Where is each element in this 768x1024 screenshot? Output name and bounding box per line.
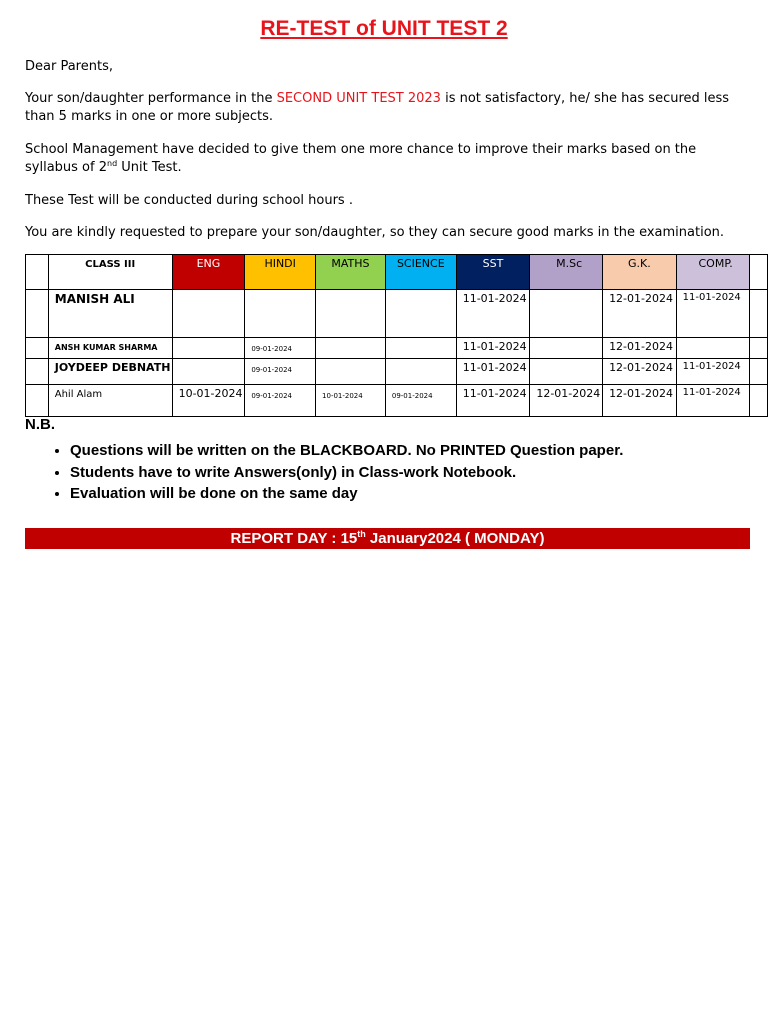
header-gk: G.K. [603,255,677,290]
science-date: 09-01-2024 [385,385,456,417]
student-name: ANSH KUMAR SHARMA [48,338,172,359]
hindi-date [245,290,316,338]
header-hindi: HINDI [245,255,316,290]
paragraph-request: You are kindly requested to prepare your son/daughter, so they can secure good marks in the examination. [25,225,725,240]
sst-date: 11-01-2024 [456,290,530,338]
hindi-date: 09-01-2024 [245,359,316,385]
paragraph-schedule: These Test will be conducted during school hours . [25,193,353,208]
header-maths: MATHS [316,255,386,290]
list-item: • Questions will be written on the BLACKBOARD. No PRINTED Question paper. [70,440,760,462]
comp-date [676,338,749,359]
table-row [26,385,768,417]
eng-date [172,290,245,338]
msc-date [530,359,603,385]
table-header-row [26,255,768,290]
extra-cell [749,290,767,338]
hindi-date: 09-01-2024 [245,338,316,359]
extra-cell [749,359,767,385]
report-day-banner [25,528,750,549]
p2-after: Unit Test. [117,160,182,175]
eng-date [172,338,245,359]
p2-before: School Management have decided to give them one more chance to improve their marks based on the syllabus of 2 [25,142,697,175]
science-date [385,338,456,359]
maths-date [316,338,386,359]
header-msc: M.Sc [530,255,603,290]
table-row [26,359,768,385]
report-before: REPORT DAY : 15 [230,530,358,547]
table-row [26,338,768,359]
msc-date [530,290,603,338]
sst-date: 11-01-2024 [456,359,530,385]
blank-cell [26,338,49,359]
paragraph-management [25,141,753,177]
maths-date: 10-01-2024 [316,385,386,417]
gk-date: 12-01-2024 [603,290,677,338]
p2-sup: nd [107,159,118,168]
header-comp: COMP. [676,255,749,290]
gk-date: 12-01-2024 [603,338,677,359]
extra-cell [749,385,767,417]
comp-date: 11-01-2024 [676,359,749,385]
science-date [385,359,456,385]
list-item: • Students have to write Answers(only) in Class-work Notebook. [70,462,760,484]
header-science: SCIENCE [385,255,456,290]
extra-header-cell [749,255,767,290]
sst-date: 11-01-2024 [456,385,530,417]
paragraph-performance [25,90,753,126]
comp-date: 11-01-2024 [676,290,749,338]
salutation: Dear Parents, [25,59,113,74]
rules-list [45,440,760,505]
page-title: RE-TEST of UNIT TEST 2 [260,17,508,40]
p1-after: is not satisfactory, he/ she has secured less than 5 marks in one or more subjects. [25,91,730,124]
comp-date: 11-01-2024 [676,385,749,417]
report-after: January2024 ( MONDAY) [365,530,545,547]
p1-highlight: SECOND UNIT TEST 2023 [276,91,441,106]
student-name: JOYDEEP DEBNATH [48,359,172,385]
maths-date [316,290,386,338]
extra-cell [749,338,767,359]
report-sup: th [357,529,366,539]
header-sst: SST [456,255,530,290]
msc-date [530,338,603,359]
nb-label: N.B. [25,416,55,433]
gk-date: 12-01-2024 [603,385,677,417]
gk-date: 12-01-2024 [603,359,677,385]
hindi-date: 09-01-2024 [245,385,316,417]
blank-header-cell [26,255,49,290]
eng-date: 10-01-2024 [172,385,245,417]
header-class: CLASS III [48,255,172,290]
blank-cell [26,385,49,417]
sst-date: 11-01-2024 [456,338,530,359]
maths-date [316,359,386,385]
blank-cell [26,290,49,338]
msc-date: 12-01-2024 [530,385,603,417]
eng-date [172,359,245,385]
student-name: Ahil Alam [48,385,172,417]
header-eng: ENG [172,255,245,290]
p1-before: Your son/daughter performance in the [25,91,277,106]
table-row [26,290,768,338]
retest-schedule-table [25,254,768,417]
blank-cell [26,359,49,385]
list-item: • Evaluation will be done on the same day [70,483,760,505]
science-date [385,290,456,338]
student-name: MANISH ALI [48,290,172,338]
